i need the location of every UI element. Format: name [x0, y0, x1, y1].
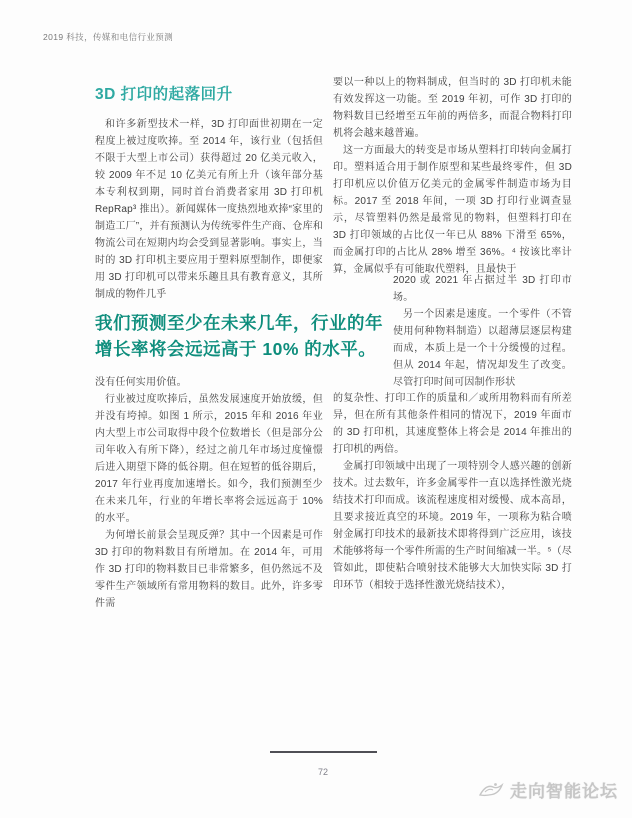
paragraph-continuation: 没有任何实用价值。 [95, 377, 187, 388]
right-column-wrapped [393, 272, 572, 391]
bird-sketch-icon [478, 779, 504, 801]
left-column [95, 116, 383, 612]
footer-divider [270, 751, 377, 753]
page-number: 72 [317, 767, 328, 777]
paragraph-continuation: 2020 或 2021 年占据过半 3D 打印市场。 [393, 275, 572, 303]
paragraph-continuation: 要以一种以上的物料制成，但当时的 3D 打印机未能有效发挥这一功能。至 2019 年初，可作 3D 打印的物料数目已经增至五年前的两倍多，而混合物料打印机将会越来越普遍。 [333, 77, 572, 139]
right-column-bottom [333, 390, 572, 594]
watermark [478, 777, 618, 802]
paragraph-continuation: 的复杂性、打印工作的质量和／或所用物料而有所差异，但在所有其他条件相同的情况下，2019 年面市的 3D 打印机，其速度整体上将会是 2014 年推出的打印机的两倍。 [333, 393, 572, 455]
right-column-top [333, 74, 572, 278]
paragraph: 为何增长前景会呈现反弹？其中一个因素是可作 3D 打印的物料数目有所增加。在 2014 年，可用作 3D 打印的物料数目已非常繁多，但仍然远不及零件生产领域所有常用物料的数目。此外，许多零件需 [95, 530, 323, 609]
paragraph: 另一个因素是速度。一个零件（不管使用何种物料制造）以超薄层逐层构建而成，本质上是一个十分缓慢的过程。但从 2014 年起，情况却发生了改变。尽管打印时间可因制作形状 [393, 309, 572, 388]
pull-quote: 我们预测至少在未来几年，行业的年增长率将会远远高于 10% 的水平。 [95, 313, 383, 359]
paragraph: 和许多新型技术一样，3D 打印面世初期在一定程度上被过度吹捧。至 2014 年，该行业（包括但不限于大型上市公司）获得超过 20 亿美元收入，较 2009 年不足 10 亿美元有所上升（该年部分基本专利权到期，同时首台消费者家用 3D 打印机 RepRap³ 推出）。新闻媒体一度热烈地欢捧“家里的制造工厂”，并有预测认为传统零件生产商、仓库和物流公司在短期内均会受到显著影响。事实上，当时的 3D 打印机主要应用于塑料原型制作，即便家用 3D 打印机可以带来乐趣且具有教育意义，其所制成的物件几乎 [95, 119, 323, 300]
running-header: 2019 科技，传媒和电信行业预测 [43, 32, 174, 42]
article-title: 3D 打印的起落回升 [95, 86, 233, 103]
paragraph: 金属打印领域中出现了一项特别令人感兴趣的创新技术。过去数年，许多金属零件一直以选择性激光烧结技术打印而成。该流程速度相对缓慢、成本高昂，且要求接近真空的环境。2019 年，一项称为粘合喷射金属打印技术的最新技术即将得到广泛应用，该技术能够将每一个零件所需的生产时间缩减一半。⁵（尽管如此，即使粘合喷射技术能够大大加快实际 3D 打印环节（相较于选择性激光烧结技术）， [333, 461, 572, 591]
watermark-text: 走向智能论坛 [510, 782, 618, 801]
paragraph: 行业被过度吹捧后，虽然发展速度开始放缓，但并没有垮掉。如图 1 所示，2015 年和 2016 年业内大型上市公司取得中段个位数增长（但是部分公司年收入有所下降），经过之前几年市场过度憧憬后进入期望下降的低谷期。但在短暂的低谷期后，2017 年行业再度加速增长。如今，我们预测至少在未来几年，行业的年增长率将会远远高于 10% 的水平。 [95, 394, 323, 524]
paragraph: 这一方面最大的转变是市场从塑料打印转向金属打印。塑料适合用于制作原型和某些最终零件，但 3D 打印机应以价值万亿美元的金属零件制造市场为目标。2017 至 2018 年间，一项 3D 打印行业调查显示，尽管塑料仍然是最常见的物料，但塑料打印在 3D 打印领域的占比仅一年已从 88% 下滑至 65%，而金属打印的占比从 28% 增至 36%。⁴ 按该比率计算，金属似乎有可能取代塑料，且最快于 [333, 145, 572, 275]
